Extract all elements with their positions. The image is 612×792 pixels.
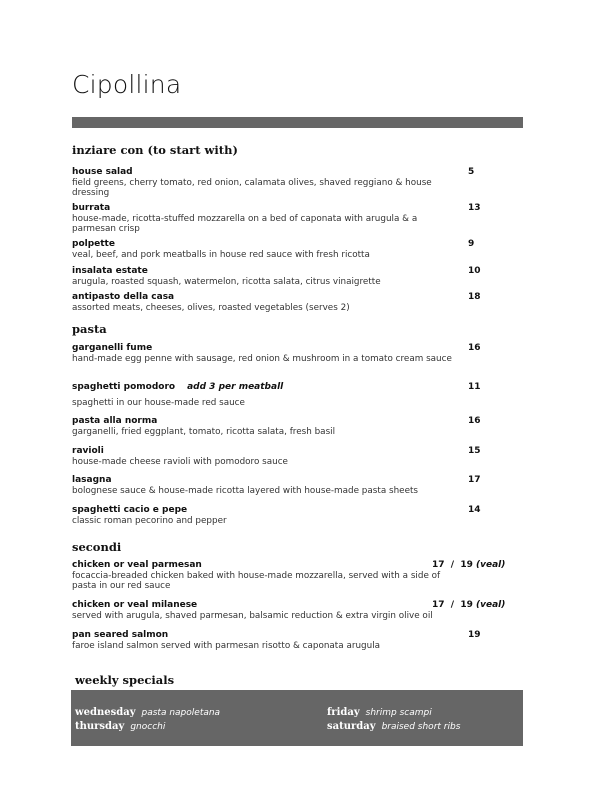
item-name: lasagna bbox=[72, 475, 112, 485]
item-description: spaghetti in our house-made red sauce bbox=[72, 398, 245, 408]
item-description: hand-made egg penne with sausage, red onion & mushroom in a tomato cream sauce bbox=[72, 354, 452, 364]
weekly-specials-panel bbox=[71, 690, 523, 746]
item-description: veal, beef, and pork meatballs in house red sauce with fresh ricotta bbox=[72, 250, 370, 260]
item-price: 9 bbox=[468, 239, 475, 249]
item-description: assorted meats, cheeses, olives, roasted vegetables (serves 2) bbox=[72, 303, 350, 313]
menu-item bbox=[72, 475, 512, 496]
header-divider-bar bbox=[72, 117, 523, 128]
item-description: served with arugula, shaved parmesan, balsamic reduction & extra virgin olive oil bbox=[72, 611, 433, 621]
item-name: burrata bbox=[72, 203, 111, 213]
special-entry bbox=[75, 721, 165, 732]
menu-item bbox=[72, 560, 512, 591]
item-description: classic roman pecorino and pepper bbox=[72, 516, 227, 526]
item-name-row bbox=[72, 382, 512, 393]
item-name: insalata estate bbox=[72, 266, 148, 276]
item-description: house-made cheese ravioli with pomodoro sauce bbox=[72, 457, 288, 467]
item-name: pasta alla norma bbox=[72, 416, 158, 426]
section-heading-pasta: pasta bbox=[72, 322, 107, 336]
special-dish: braised short ribs bbox=[381, 722, 461, 732]
item-description: faroe island salmon served with parmesan risotto & caponata arugula bbox=[72, 641, 381, 651]
menu-item bbox=[72, 416, 512, 437]
special-dish: pasta napoletana bbox=[141, 708, 221, 718]
item-price-value: 17 / 19 bbox=[432, 560, 473, 570]
item-description: house-made, ricotta-stuffed mozzarella on a bed of caponata with arugula & a parmesan crisp bbox=[72, 214, 418, 234]
item-description: focaccia-breaded chicken baked with house-made mozzarella, served with a side of pasta in our red sauce bbox=[72, 571, 441, 591]
item-description: garganelli, fried eggplant, tomato, ricotta salata, fresh basil bbox=[72, 427, 336, 437]
item-price: 16 bbox=[468, 416, 481, 426]
special-day: wednesday bbox=[75, 707, 136, 718]
item-name: chicken or veal milanese bbox=[72, 600, 198, 610]
item-price: 13 bbox=[468, 203, 481, 213]
menu-item bbox=[72, 239, 512, 260]
menu-item bbox=[72, 167, 512, 198]
item-price: 18 bbox=[468, 292, 481, 302]
special-day: thursday bbox=[75, 721, 125, 732]
menu-item bbox=[72, 292, 512, 313]
item-price: 16 bbox=[468, 343, 481, 353]
section-heading-starters: inziare con (to start with) bbox=[72, 143, 238, 157]
menu-item bbox=[72, 505, 512, 526]
special-day: saturday bbox=[327, 721, 376, 732]
item-name: pan seared salmon bbox=[72, 630, 169, 640]
item-name: house salad bbox=[72, 167, 133, 177]
menu-item bbox=[72, 343, 512, 364]
special-entry bbox=[327, 707, 432, 718]
restaurant-name: Cipollina bbox=[72, 70, 182, 99]
menu-item bbox=[72, 266, 512, 287]
item-price bbox=[432, 600, 542, 610]
special-dish: shrimp scampi bbox=[365, 708, 432, 718]
item-price: 17 bbox=[468, 475, 481, 485]
item-price: 11 bbox=[468, 382, 481, 392]
menu-item bbox=[72, 630, 512, 651]
item-name: ravioli bbox=[72, 446, 104, 456]
item-description: field greens, cherry tomato, red onion, calamata olives, shaved reggiano & house dressing bbox=[72, 178, 432, 198]
item-name: garganelli fume bbox=[72, 343, 153, 353]
item-price: 19 bbox=[468, 630, 481, 640]
item-price-value: 17 / 19 bbox=[432, 600, 473, 610]
section-heading-secondi: secondi bbox=[72, 540, 122, 554]
special-entry bbox=[75, 707, 220, 718]
item-name: chicken or veal parmesan bbox=[72, 560, 202, 570]
item-name: spaghetti pomodoro bbox=[72, 382, 176, 392]
item-description: bolognese sauce & house-made ricotta layered with house-made pasta sheets bbox=[72, 486, 419, 496]
item-price-note: (veal) bbox=[476, 600, 506, 610]
special-dish: gnocchi bbox=[130, 722, 166, 732]
item-addon-note: add 3 per meatball bbox=[187, 382, 284, 392]
menu-item bbox=[72, 446, 512, 467]
menu-item bbox=[72, 203, 512, 234]
item-description: arugula, roasted squash, watermelon, ricotta salata, citrus vinaigrette bbox=[72, 277, 381, 287]
item-price bbox=[432, 560, 542, 570]
item-price-note: (veal) bbox=[476, 560, 506, 570]
item-price: 10 bbox=[468, 266, 481, 276]
item-price: 14 bbox=[468, 505, 481, 515]
item-price: 5 bbox=[468, 167, 475, 177]
item-name: polpette bbox=[72, 239, 115, 249]
section-heading-specials: weekly specials bbox=[75, 673, 175, 687]
special-day: friday bbox=[327, 707, 360, 718]
special-entry bbox=[327, 721, 460, 732]
menu-item bbox=[72, 382, 512, 408]
item-name: antipasto della casa bbox=[72, 292, 175, 302]
item-price: 15 bbox=[468, 446, 481, 456]
item-name: spaghetti cacio e pepe bbox=[72, 505, 188, 515]
menu-item bbox=[72, 600, 512, 621]
